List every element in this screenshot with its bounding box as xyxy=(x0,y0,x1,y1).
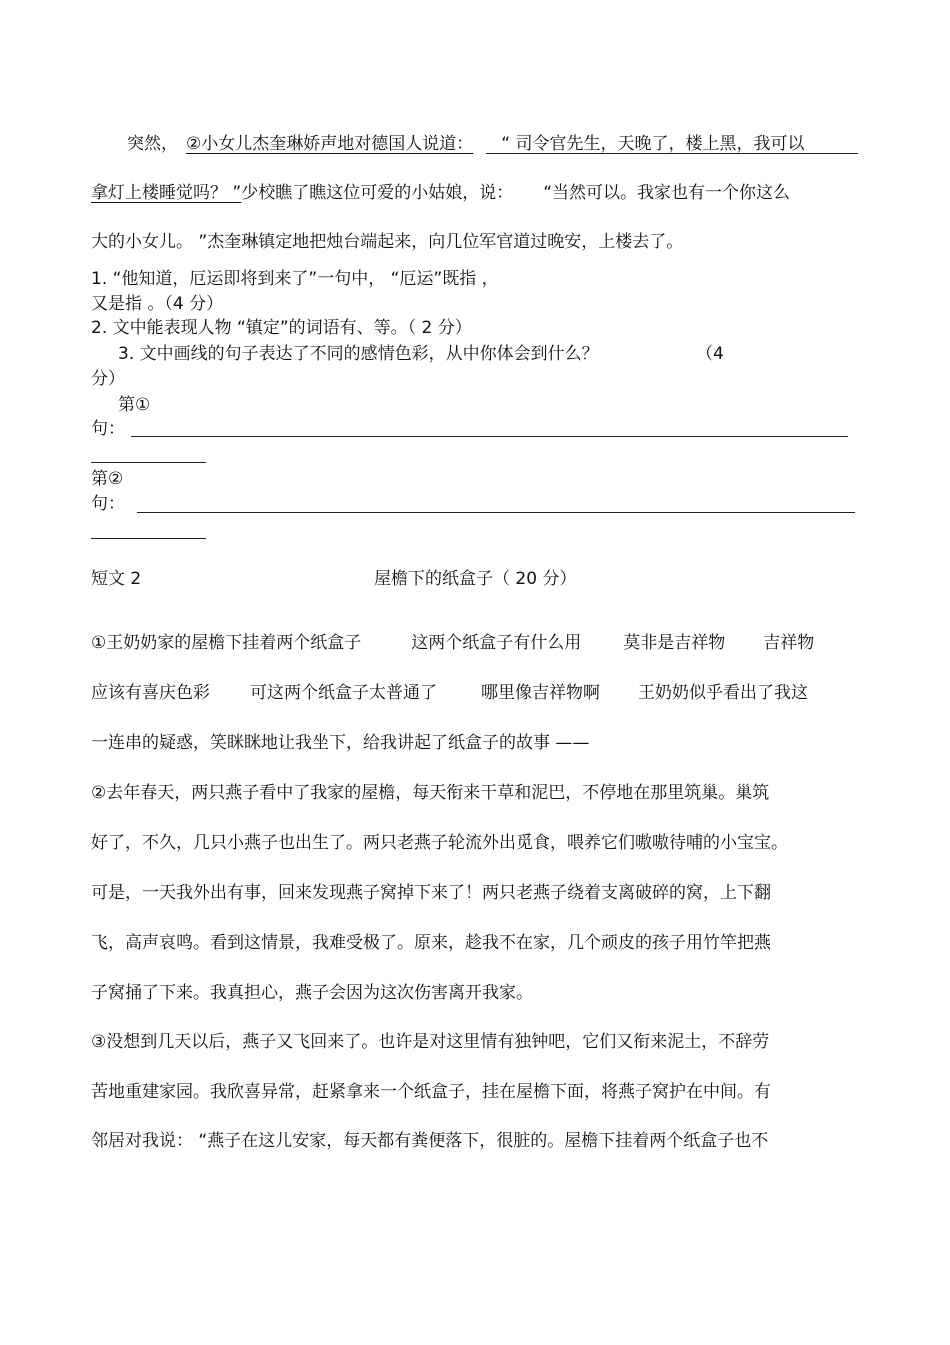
question-3-score: （4 xyxy=(696,344,724,364)
p1-line2-seg1: 应该有喜庆色彩 xyxy=(91,683,210,703)
p3-line3: 邻居对我说： “燕子在这儿安家，每天都有粪便落下，很脏的。屋檐下挂着两个纸盒子也不 xyxy=(91,1131,769,1151)
p3-line2: 苦地重建家园。我欣喜异常，赶紧拿来一个纸盒子，挂在屋檐下面，将燕子窝护在中间。有 xyxy=(91,1082,771,1102)
passage1-line2 xyxy=(91,182,790,204)
sentence-1-label-suffix: 句： xyxy=(91,419,125,439)
sentence-2-label: 第② xyxy=(91,469,124,489)
p1-line2-seg4: 王奶奶似乎看出了我这 xyxy=(638,683,808,703)
question-1-line1: 1. “他知道，厄运即将到来了”一句中， “厄运”既指 ， xyxy=(91,269,499,289)
passage1-line1-prefix: 突然， xyxy=(127,134,178,154)
question-2: 2. 文中能表现人物 “镇定”的词语有、等。（ 2 分） xyxy=(91,318,472,338)
p2-line2: 好了，不久，几只小燕子也出生了。两只老燕子轮流外出觅食，喂养它们嗷嗷待哺的小宝宝。 xyxy=(91,833,788,853)
p1-line2 xyxy=(91,682,808,704)
p2-line4: 飞，高声哀鸣。看到这情景，我难受极了。原来，趁我不在家，几个顽皮的孩子用竹竿把燕 xyxy=(91,933,771,953)
underlined-sentence-1-start: ②小女儿杰奎琳娇声地对德国人说道： xyxy=(186,134,474,154)
passage1-line1 xyxy=(127,133,804,155)
p1-line2-seg2: 可这两个纸盒子太普通了 xyxy=(250,683,437,703)
p2-line1: ②去年春天，两只燕子看中了我家的屋檐，每天衔来干草和泥巴，不停地在那里筑巢。巢筑 xyxy=(91,783,770,803)
sentence-2-label-suffix: 句： xyxy=(91,494,125,514)
p2-line3: 可是，一天我外出有事，回来发现燕子窝掉下来了！两只老燕子绕着支离破碎的窝，上下翻 xyxy=(91,883,771,903)
underlined-sentence-1-quote: “ 司令官先生，天晚了，楼上黑，我可以 xyxy=(501,134,805,154)
p1-line1-seg4: 吉祥物 xyxy=(763,633,815,653)
passage2-label: 短文 2 xyxy=(91,569,142,589)
p1-line1 xyxy=(91,632,814,654)
passage1-line2-mid: 少校瞧了瞧这位可爱的小姑娘，说： xyxy=(241,183,514,203)
passage1-line3: 大的小女儿。 ”杰奎琳镇定地把烛台端起来，向几位军官道过晚安，上楼去了。 xyxy=(91,232,684,252)
p2-line5: 子窝捅了下来。我真担心，燕子会因为这次伤害离开我家。 xyxy=(91,983,533,1003)
answer-line-1-continued[interactable] xyxy=(91,462,206,463)
question-3: 3. 文中画线的句子表达了不同的感情色彩，从中你体会到什么？ xyxy=(118,344,599,364)
question-3-score-unit: 分） xyxy=(91,369,125,389)
p1-line2-seg3: 哪里像吉祥物啊 xyxy=(481,683,600,703)
sentence-1-label: 第① xyxy=(118,395,151,415)
p1-line3: 一连串的疑惑，笑眯眯地让我坐下，给我讲起了纸盒子的故事 —— xyxy=(91,733,590,753)
question-1-line2: 又是指 。（4 分） xyxy=(91,294,224,314)
passage2-title: 屋檐下的纸盒子（ 20 分） xyxy=(374,569,577,589)
answer-line-2[interactable] xyxy=(137,512,855,513)
p1-line1-seg2: 这两个纸盒子有什么用 xyxy=(411,633,582,653)
p1-line1-seg3: 莫非是吉祥物 xyxy=(623,633,726,653)
underline-extension xyxy=(486,153,858,154)
p1-line1-seg1: ①王奶奶家的屋檐下挂着两个纸盒子 xyxy=(91,633,362,653)
answer-line-2-continued[interactable] xyxy=(91,538,206,539)
underlined-sentence-1-end: 拿灯上楼睡觉吗？ ” xyxy=(91,183,242,203)
p3-line1: ③没想到几天以后，燕子又飞回来了。也许是对这里情有独钟吧，它们又衔来泥土，不辞劳 xyxy=(91,1032,770,1052)
passage1-line2-end: “当然可以。我家也有一个你这么 xyxy=(543,183,791,203)
answer-line-1[interactable] xyxy=(131,436,848,437)
